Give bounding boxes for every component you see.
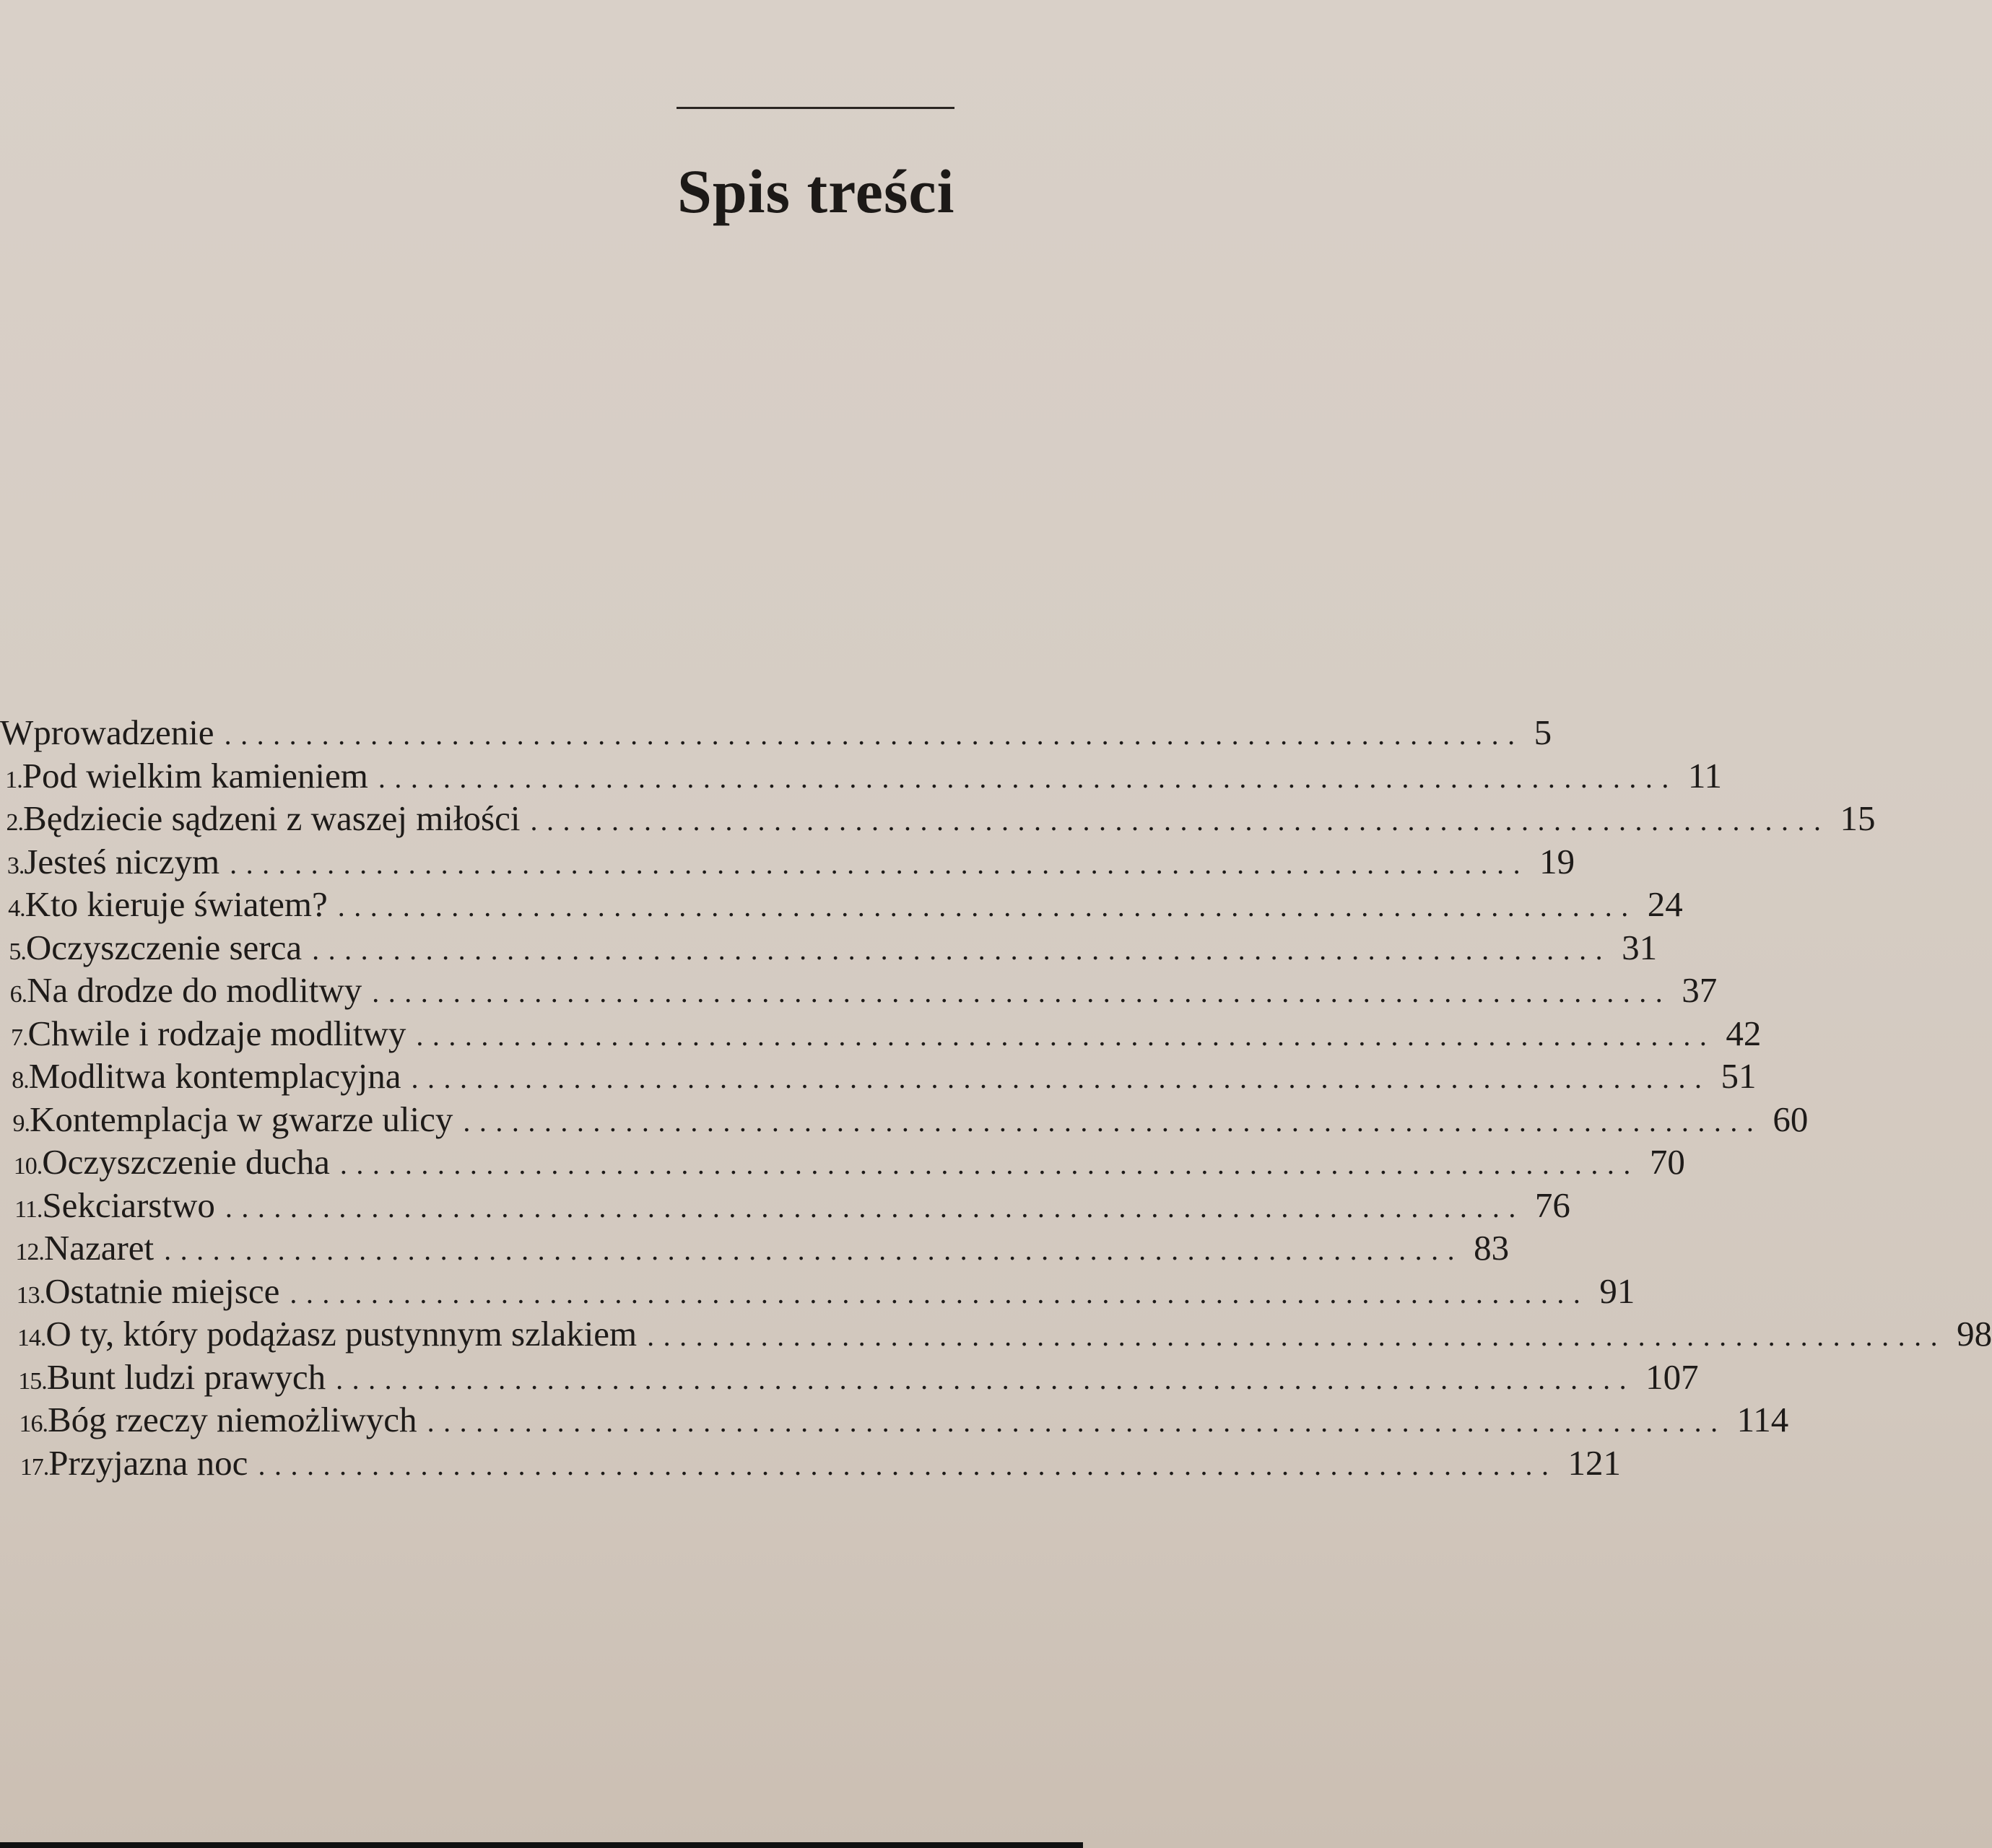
chapter-title: Jesteś niczym [24, 841, 220, 881]
chapter-number: 1. [5, 766, 22, 793]
chapter-number: 14. [17, 1325, 46, 1351]
page-number: 98 [1957, 1314, 1992, 1354]
dot-leader: ................................................................................ [647, 1320, 1947, 1352]
page-number: 51 [1721, 1056, 1757, 1096]
photo-edge [0, 1842, 1083, 1848]
chapter-number: 17. [19, 1453, 49, 1481]
chapter-title: Będziecie sądzeni z waszej miłości [23, 798, 521, 838]
dot-leader: ................................................................................ [463, 1104, 1763, 1138]
dot-leader: ................................................................................ [427, 1405, 1727, 1438]
page-number: 31 [1622, 927, 1658, 967]
dot-leader: ................................................................................ [411, 1062, 1711, 1094]
chapter-title: Sekciarstwo [42, 1185, 215, 1225]
toc-entry [0, 754, 1722, 798]
chapter-number: 12. [15, 1239, 44, 1265]
page-number: 5 [1534, 712, 1552, 752]
toc-entry [0, 797, 1876, 840]
toc-entry [0, 1012, 1762, 1055]
table-of-contents [0, 711, 1992, 1484]
page-number: 24 [1647, 884, 1683, 924]
page-number: 114 [1736, 1400, 1789, 1439]
chapter-number: 15. [18, 1367, 47, 1395]
chapter-title: Modlitwa kontemplacyjna [28, 1056, 401, 1096]
page-number: 42 [1726, 1013, 1762, 1053]
chapter-number: 11. [14, 1195, 43, 1223]
chapter-title: Bóg rzeczy niemożliwych [47, 1400, 417, 1439]
toc-entry [0, 840, 1575, 884]
page-number: 91 [1599, 1270, 1635, 1311]
page-number: 60 [1773, 1099, 1809, 1139]
chapter-number: 5. [9, 938, 26, 965]
dot-leader: ................................................................................ [312, 933, 1612, 966]
dot-leader: ................................................................................ [290, 1276, 1590, 1309]
chapter-number: 2. [6, 809, 24, 836]
dot-leader: ................................................................................ [336, 1362, 1636, 1395]
page-number: 83 [1474, 1228, 1510, 1268]
toc-entry [0, 1270, 1635, 1313]
title-rule [677, 107, 954, 109]
chapter-number: 6. [9, 981, 27, 1008]
toc-entry [0, 883, 1683, 926]
toc-entry [0, 1312, 1992, 1356]
toc-entry [0, 969, 1718, 1012]
page-number: 19 [1539, 841, 1575, 881]
page-number: 76 [1534, 1185, 1570, 1225]
dot-leader: ................................................................................ [230, 847, 1530, 880]
chapter-title: Przyjazna noc [48, 1442, 248, 1483]
dot-leader: ................................................................................ [378, 761, 1678, 794]
page-number: 121 [1567, 1442, 1621, 1483]
chapter-title: Kto kieruje światem? [25, 884, 328, 924]
dot-leader: ................................................................................ [530, 804, 1830, 837]
chapter-number: 7. [10, 1024, 28, 1051]
chapter-number: 9. [12, 1110, 30, 1137]
toc-entry [0, 1055, 1757, 1098]
page-number: 11 [1687, 755, 1722, 796]
dot-leader: ................................................................................ [225, 1190, 1525, 1224]
toc-entry [0, 1442, 1621, 1485]
dot-leader: ................................................................................ [372, 976, 1672, 1008]
dot-leader: ................................................................................ [416, 1019, 1716, 1052]
chapter-number: 16. [19, 1411, 48, 1437]
chapter-title: Oczyszczenie ducha [42, 1142, 330, 1182]
chapter-title: Nazaret [43, 1228, 155, 1268]
toc-entry [0, 1184, 1570, 1227]
chapter-number: 3. [6, 852, 25, 879]
page-number: 107 [1645, 1356, 1699, 1397]
chapter-title: Bunt ludzi prawych [46, 1356, 326, 1397]
chapter-number: 13. [16, 1281, 45, 1309]
chapter-number: 4. [8, 895, 25, 922]
chapter-number: 8. [12, 1067, 29, 1094]
chapter-title: Na drodze do modlitwy [27, 970, 362, 1010]
dot-leader: ................................................................................ [258, 1448, 1558, 1481]
toc-entry [0, 926, 1658, 969]
chapter-title: O ty, który podążasz pustynnym szlakiem [45, 1314, 638, 1354]
chapter-title: Ostatnie miejsce [45, 1270, 280, 1311]
chapter-title: Wprowadzenie [0, 712, 214, 752]
chapter-title: Kontemplacja w gwarze ulicy [30, 1099, 453, 1139]
chapter-number: 10. [13, 1153, 43, 1180]
toc-entry [0, 1398, 1789, 1442]
page-number: 70 [1649, 1142, 1685, 1182]
toc-entry [0, 1226, 1510, 1270]
toc-entry [0, 711, 1552, 754]
page-number: 15 [1840, 798, 1876, 838]
toc-entry [0, 1098, 1809, 1141]
toc-entry [0, 1141, 1685, 1184]
dot-leader: ................................................................................ [164, 1234, 1464, 1266]
dot-leader: ................................................................................ [337, 890, 1637, 923]
page-title: Spis treści [677, 157, 955, 226]
dot-leader: ................................................................................ [224, 718, 1524, 751]
chapter-title: Chwile i rodzaje modlitwy [27, 1013, 406, 1053]
dot-leader: ................................................................................ [339, 1148, 1640, 1180]
chapter-title: Pod wielkim kamieniem [22, 755, 368, 796]
page-number: 37 [1682, 970, 1718, 1010]
chapter-title: Oczyszczenie serca [25, 927, 303, 967]
toc-entry [0, 1356, 1699, 1399]
